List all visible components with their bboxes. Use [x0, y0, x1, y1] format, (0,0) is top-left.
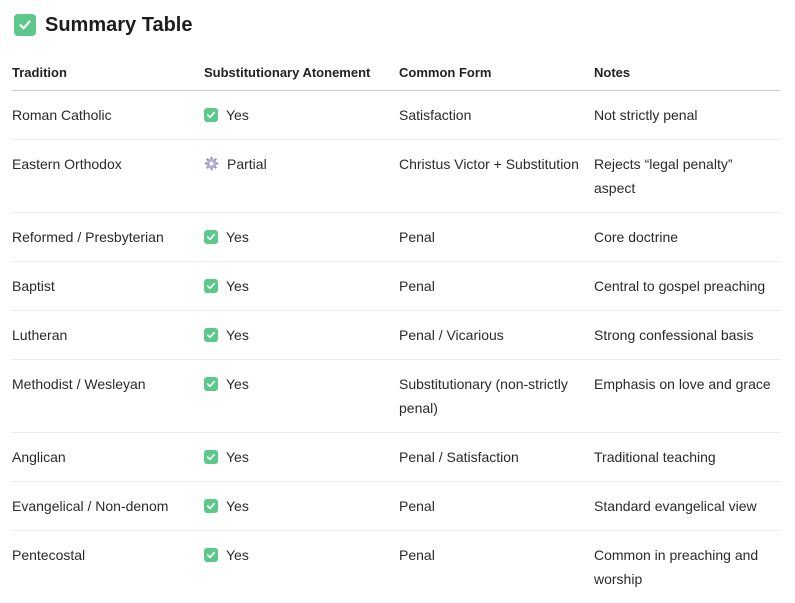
notes-cell: Not strictly penal [594, 90, 780, 139]
notes-cell: Traditional teaching [594, 432, 780, 481]
tradition-cell: Methodist / Wesleyan [12, 359, 204, 432]
table-row [12, 139, 780, 212]
atonement-cell [204, 310, 399, 359]
table-row [12, 481, 780, 530]
table-row [12, 310, 780, 359]
atonement-cell [204, 139, 399, 212]
column-header-common-form: Common Form [399, 46, 594, 90]
table-row [12, 90, 780, 139]
section-title: Summary Table [45, 13, 193, 36]
atonement-cell [204, 359, 399, 432]
tradition-cell: Reformed / Presbyterian [12, 212, 204, 261]
atonement-cell [204, 261, 399, 310]
atonement-cell [204, 530, 399, 603]
column-header-tradition: Tradition [12, 46, 204, 90]
atonement-cell [204, 432, 399, 481]
table-body [12, 90, 780, 603]
notes-cell: Core doctrine [594, 212, 780, 261]
check-mark-icon [204, 230, 218, 244]
atonement-cell [204, 90, 399, 139]
check-mark-icon [14, 14, 36, 36]
check-mark-icon [204, 108, 218, 122]
atonement-cell [204, 481, 399, 530]
common-form-cell: Penal [399, 212, 594, 261]
tradition-cell: Anglican [12, 432, 204, 481]
atonement-label: Yes [226, 106, 249, 123]
atonement-label: Yes [226, 546, 249, 563]
tradition-cell: Pentecostal [12, 546, 86, 563]
notes-cell: Common in preaching and worship [594, 546, 759, 587]
tradition-cell: Lutheran [12, 310, 204, 359]
atonement-status [204, 494, 249, 518]
common-form-cell: Penal / Satisfaction [399, 432, 594, 481]
atonement-label: Yes [226, 375, 249, 392]
atonement-status [204, 543, 249, 567]
column-header-atonement: Substitutionary Atonement [204, 46, 399, 90]
common-form-cell: Penal [399, 546, 435, 563]
notes-cell: Central to gospel preaching [594, 261, 780, 310]
atonement-label: Yes [226, 277, 249, 294]
check-mark-icon [204, 377, 218, 391]
atonement-label: Yes [226, 326, 249, 343]
atonement-status [204, 152, 267, 176]
gear-icon [204, 156, 219, 171]
common-form-cell: Satisfaction [399, 90, 594, 139]
atonement-status [204, 323, 249, 347]
atonement-label: Partial [227, 155, 267, 172]
common-form-cell: Penal / Vicarious [399, 310, 594, 359]
atonement-label: Yes [226, 228, 249, 245]
notes-cell: Rejects “legal penalty” aspect [594, 139, 780, 212]
table-row [12, 359, 780, 432]
common-form-cell: Penal [399, 481, 594, 530]
atonement-status [204, 274, 249, 298]
table-row [12, 261, 780, 310]
table-row [12, 432, 780, 481]
atonement-status [204, 445, 249, 469]
notes-cell: Standard evangelical view [594, 481, 780, 530]
table-row [12, 530, 780, 603]
notes-cell: Strong confessional basis [594, 310, 780, 359]
section-heading [14, 11, 192, 39]
check-mark-icon [204, 328, 218, 342]
table-header-row [12, 46, 780, 90]
common-form-cell: Substitutionary (non-strictly penal) [399, 359, 594, 432]
common-form-cell: Christus Victor + Substitution [399, 139, 594, 212]
check-mark-icon [204, 499, 218, 513]
atonement-label: Yes [226, 448, 249, 465]
common-form-cell: Penal [399, 261, 594, 310]
tradition-cell: Eastern Orthodox [12, 139, 204, 212]
tradition-cell: Evangelical / Non-denom [12, 481, 204, 530]
atonement-status [204, 103, 249, 127]
column-header-notes: Notes [594, 46, 780, 90]
check-mark-icon [204, 548, 218, 562]
atonement-status [204, 372, 249, 396]
tradition-cell: Baptist [12, 261, 204, 310]
tradition-cell: Roman Catholic [12, 90, 204, 139]
atonement-label: Yes [226, 497, 249, 514]
check-mark-icon [204, 279, 218, 293]
notes-cell: Emphasis on love and grace [594, 359, 780, 432]
table-row [12, 212, 780, 261]
atonement-cell [204, 212, 399, 261]
summary-table [12, 46, 780, 603]
atonement-status [204, 225, 249, 249]
check-mark-icon [204, 450, 218, 464]
